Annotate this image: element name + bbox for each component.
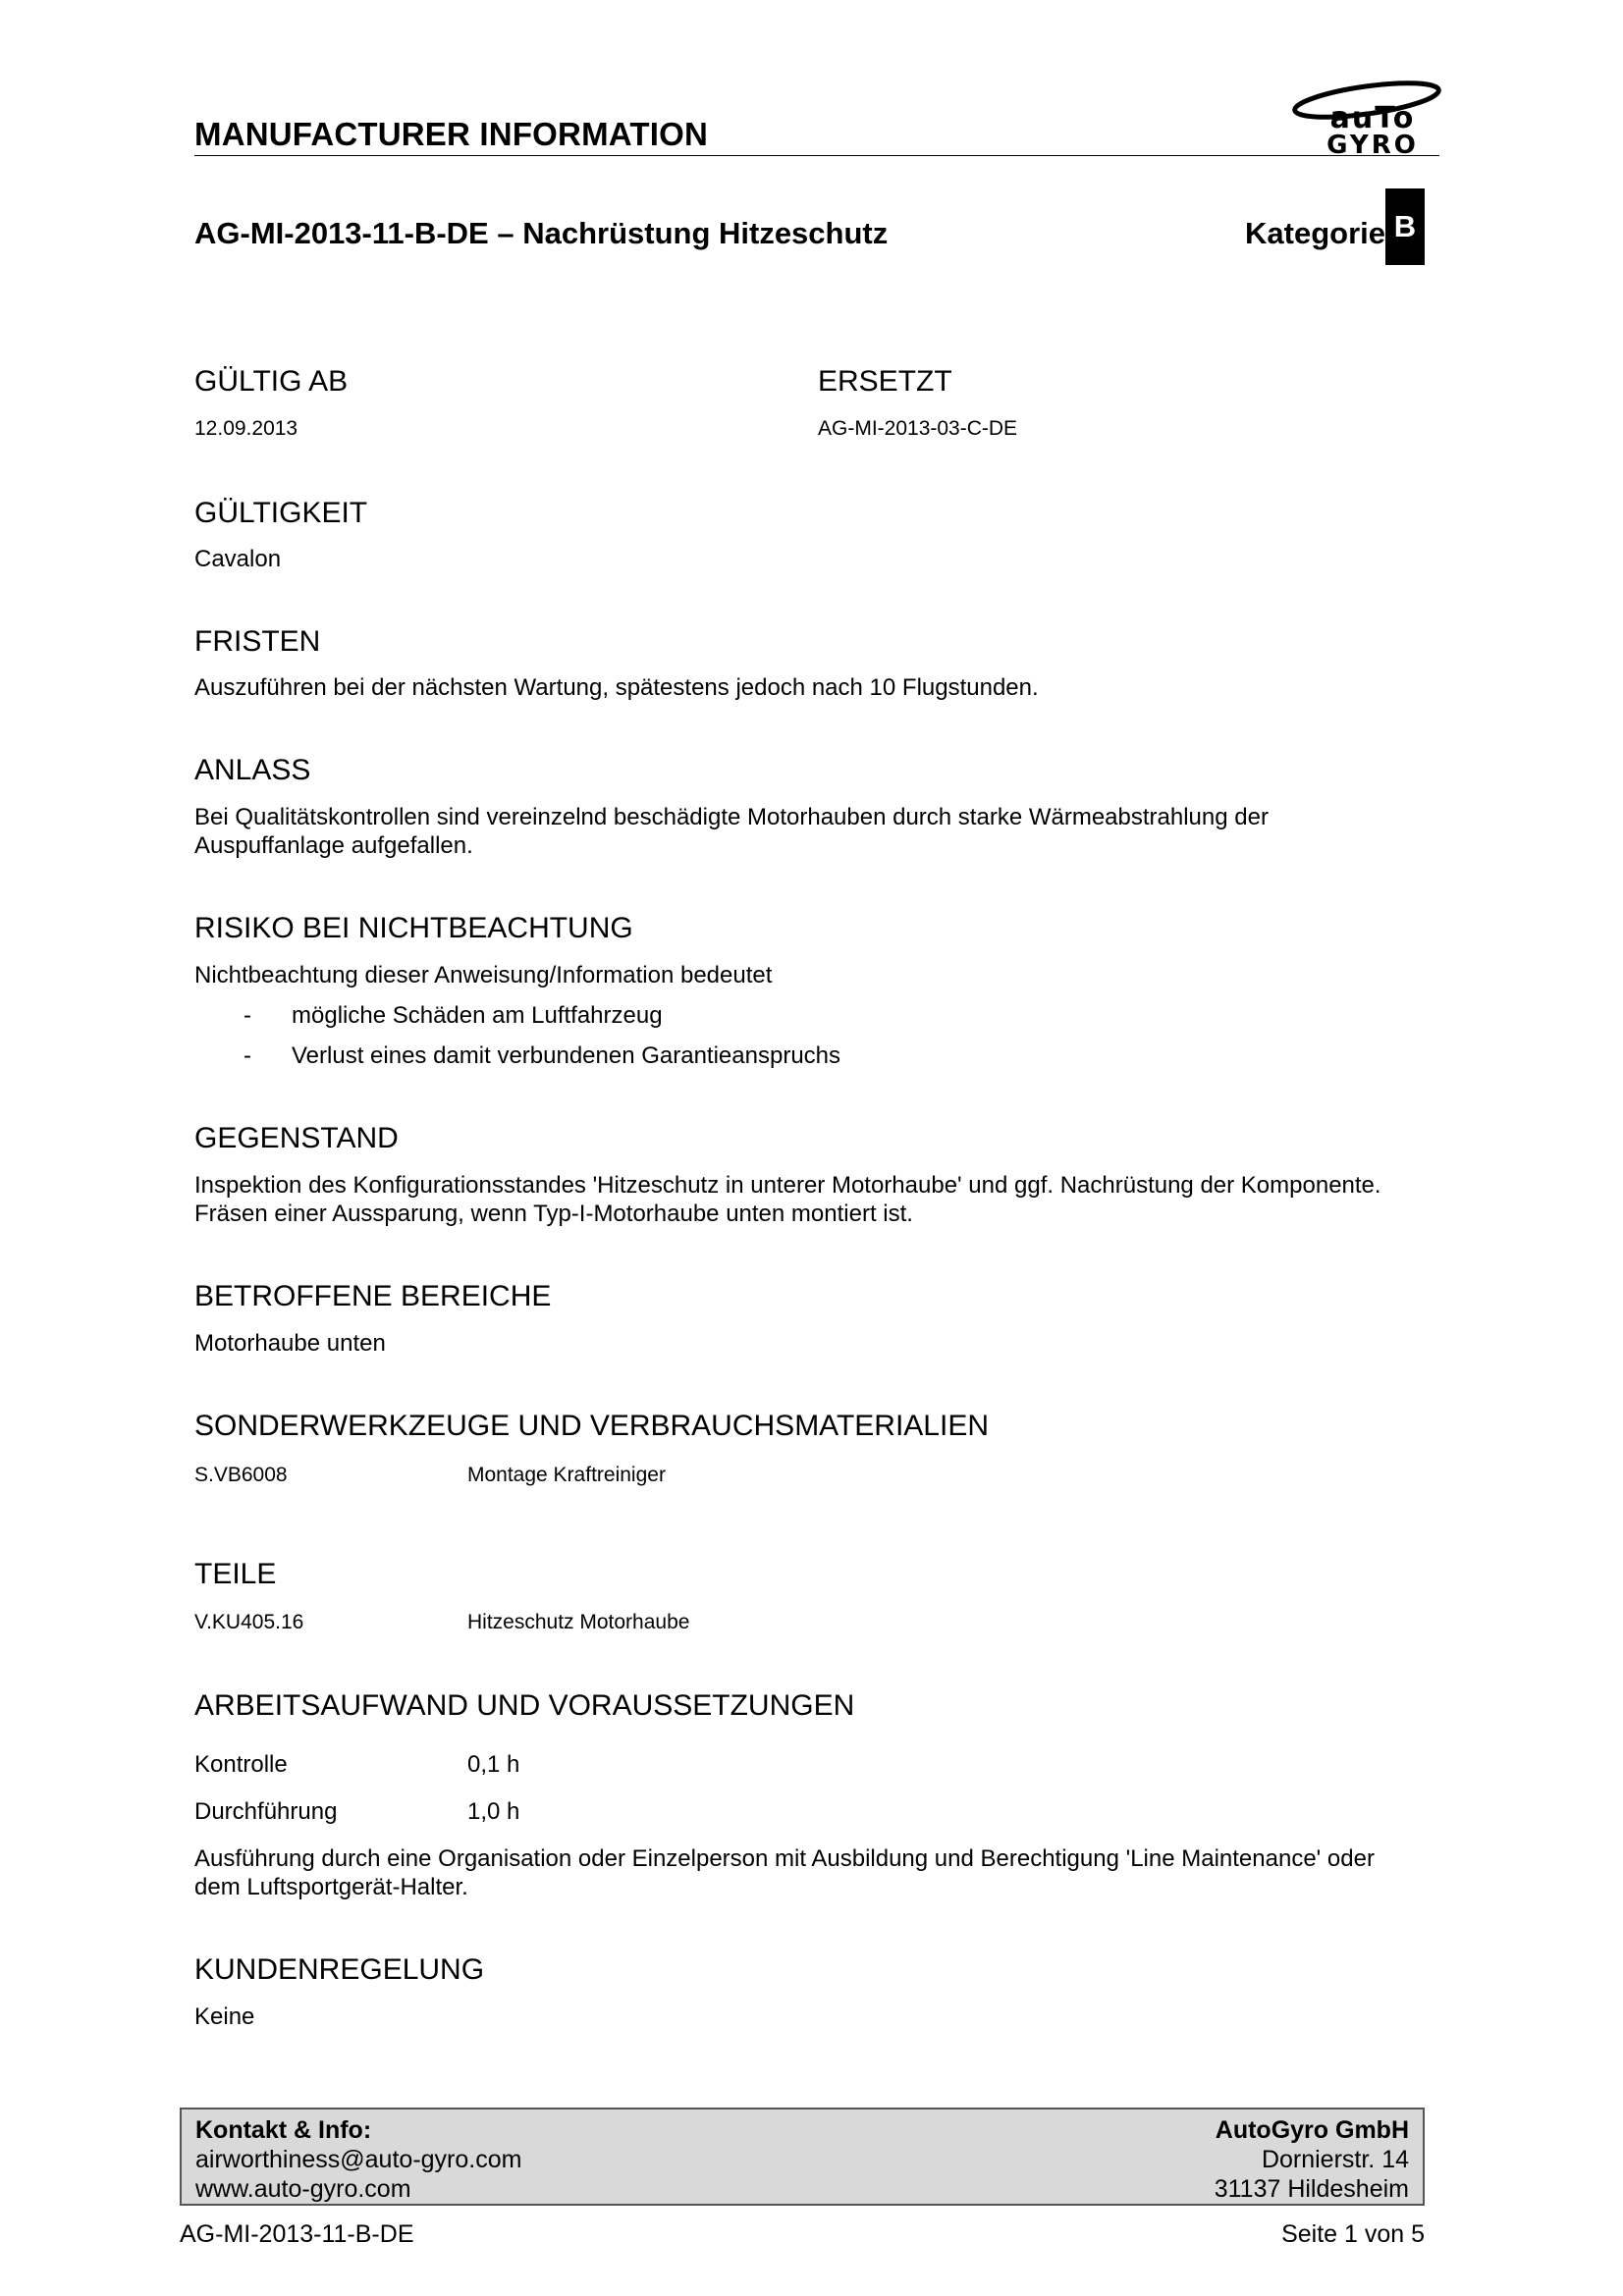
company-address <box>1215 2115 1409 2204</box>
page-header-title: MANUFACTURER INFORMATION <box>194 116 708 152</box>
contact-email[interactable]: airworthiness@auto-gyro.com <box>195 2146 522 2173</box>
heading-werkzeuge: SONDERWERKZEUGE UND VERBRAUCHSMATERIALIEN <box>194 1410 990 1442</box>
text-anlass-line2: Auspuffanlage aufgefallen. <box>194 832 473 859</box>
heading-gueltig-ab: GÜLTIG AB <box>194 365 349 398</box>
text-aufwand-line1: Ausführung durch eine Organisation oder Einzelperson mit Ausbildung und Berechtigung 'Line Maintenance' oder <box>194 1845 1375 1872</box>
heading-teile: TEILE <box>194 1558 277 1590</box>
contact-web[interactable]: www.auto-gyro.com <box>195 2175 411 2203</box>
text-gegenstand-line1: Inspektion des Konfigurationsstandes 'Hitzeschutz in unterer Motorhaube' und ggf. Nachrüstung der Komponente. <box>194 1172 1381 1199</box>
list-item: Verlust eines damit verbundenen Garantieanspruchs <box>292 1042 841 1069</box>
text-anlass-line1: Bei Qualitätskontrollen sind vereinzelnd beschädigte Motorhauben durch starke Wärmeabstrahlung der <box>194 804 1269 830</box>
heading-anlass: ANLASS <box>194 754 311 786</box>
contact-footer-box <box>180 2108 1425 2206</box>
aufwand-value: 1,0 h <box>467 1798 520 1825</box>
contact-info <box>195 2115 521 2204</box>
list-item: mögliche Schäden am Luftfahrzeug <box>292 1002 663 1029</box>
company-name: AutoGyro GmbH <box>1215 2116 1409 2144</box>
text-gegenstand-line2: Fräsen einer Aussparung, wenn Typ-I-Motorhaube unten montiert ist. <box>194 1201 913 1227</box>
company-street: Dornierstr. 14 <box>1261 2146 1409 2173</box>
category-badge: B <box>1385 188 1425 265</box>
value-ersetzt: AG-MI-2013-03-C-DE <box>818 417 1018 440</box>
werkzeug-code: S.VB6008 <box>194 1464 288 1486</box>
aufwand-value: 0,1 h <box>467 1751 520 1778</box>
svg-text:GYRO: GYRO <box>1326 131 1419 157</box>
category-label: Kategorie <box>1245 216 1385 250</box>
text-fristen: Auszuführen bei der nächsten Wartung, spätestens jedoch nach 10 Flugstunden. <box>194 674 1039 701</box>
document-title: AG-MI-2013-11-B-DE – Nachrüstung Hitzeschutz <box>194 216 889 250</box>
aufwand-label: Durchführung <box>194 1798 338 1825</box>
heading-kundenregelung: KUNDENREGELUNG <box>194 1953 485 1986</box>
contact-label: Kontakt & Info: <box>195 2116 372 2144</box>
header-rule <box>194 155 1439 156</box>
list-dash: - <box>243 1042 251 1069</box>
heading-risiko: RISIKO BEI NICHTBEACHTUNG <box>194 912 633 944</box>
teil-code: V.KU405.16 <box>194 1611 304 1633</box>
werkzeug-desc: Montage Kraftreiniger <box>467 1464 666 1486</box>
heading-fristen: FRISTEN <box>194 625 321 658</box>
teil-desc: Hitzeschutz Motorhaube <box>467 1611 690 1633</box>
text-aufwand-line2: dem Luftsportgerät-Halter. <box>194 1874 468 1900</box>
value-gueltigkeit: Cavalon <box>194 546 282 572</box>
list-dash: - <box>243 1002 251 1029</box>
company-city: 31137 Hildesheim <box>1214 2175 1409 2203</box>
heading-ersetzt: ERSETZT <box>818 365 952 398</box>
heading-arbeitsaufwand: ARBEITSAUFWAND UND VORAUSSETZUNGEN <box>194 1689 855 1722</box>
text-risiko-intro: Nichtbeachtung dieser Anweisung/Information bedeutet <box>194 962 773 988</box>
value-bereiche: Motorhaube unten <box>194 1330 386 1357</box>
svg-text:auTo: auTo <box>1329 101 1416 135</box>
value-kundenregelung: Keine <box>194 2003 255 2030</box>
heading-gueltigkeit: GÜLTIGKEIT <box>194 497 368 529</box>
heading-bereiche: BETROFFENE BEREICHE <box>194 1280 552 1312</box>
value-gueltig-ab: 12.09.2013 <box>194 417 298 440</box>
category-indicator <box>1245 209 1425 265</box>
page-number: Seite 1 von 5 <box>1281 2220 1425 2248</box>
footer-doc-id: AG-MI-2013-11-B-DE <box>180 2220 414 2248</box>
aufwand-label: Kontrolle <box>194 1751 288 1778</box>
heading-gegenstand: GEGENSTAND <box>194 1122 399 1154</box>
autogyro-logo <box>1286 75 1443 157</box>
